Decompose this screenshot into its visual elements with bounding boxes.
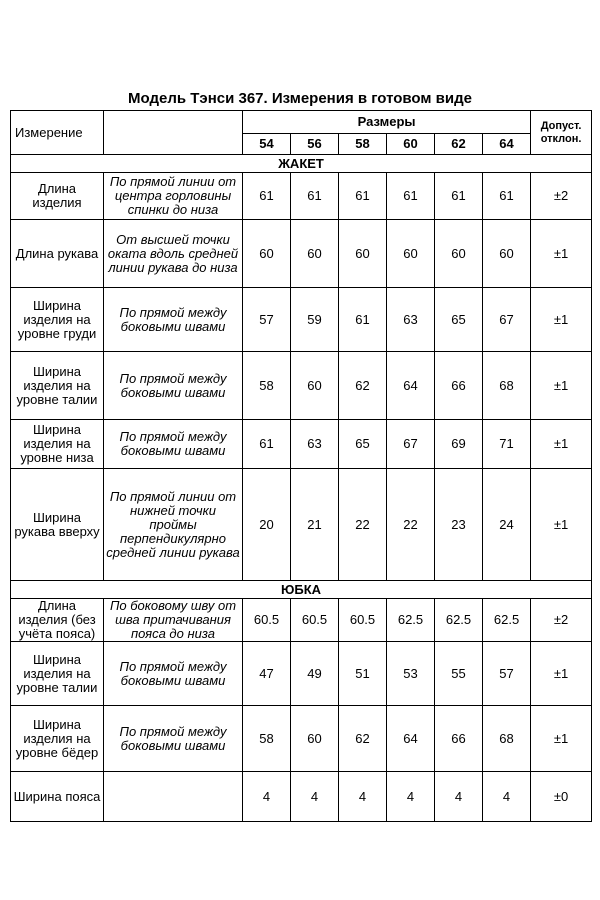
size-value: 58	[243, 706, 291, 772]
size-value: 62.5	[435, 599, 483, 642]
size-header: 62	[435, 134, 483, 155]
size-value: 21	[291, 469, 339, 581]
tolerance-value: ±2	[531, 599, 592, 642]
tolerance-value: ±0	[531, 772, 592, 822]
measurement-name: Длина изделия (без учёта пояса)	[11, 599, 104, 642]
measurements-table	[10, 110, 592, 822]
size-value: 65	[435, 288, 483, 352]
size-value: 60	[243, 220, 291, 288]
measurement-method: По прямой между боковыми швами	[104, 420, 243, 469]
size-value: 60.5	[339, 599, 387, 642]
size-value: 55	[435, 642, 483, 706]
measurement-name: Ширина рукава вверху	[11, 469, 104, 581]
table-row	[11, 352, 592, 420]
size-value: 60	[291, 706, 339, 772]
size-value: 61	[435, 173, 483, 220]
size-value: 61	[339, 173, 387, 220]
size-value: 4	[387, 772, 435, 822]
table-row	[11, 173, 592, 220]
size-value: 59	[291, 288, 339, 352]
table-row	[11, 420, 592, 469]
size-value: 4	[339, 772, 387, 822]
size-value: 22	[339, 469, 387, 581]
tolerance-value: ±1	[531, 420, 592, 469]
size-value: 60	[291, 220, 339, 288]
size-value: 58	[243, 352, 291, 420]
measurement-method: По прямой линии от центра горловины спинки до низа	[104, 173, 243, 220]
size-value: 65	[339, 420, 387, 469]
measurement-method	[104, 772, 243, 822]
measurement-name: Ширина изделия на уровне талии	[11, 352, 104, 420]
size-value: 4	[243, 772, 291, 822]
tolerance-value: ±1	[531, 469, 592, 581]
size-value: 63	[387, 288, 435, 352]
table-row	[11, 599, 592, 642]
size-value: 61	[483, 173, 531, 220]
table-row	[11, 642, 592, 706]
size-value: 62.5	[387, 599, 435, 642]
size-header: 54	[243, 134, 291, 155]
size-value: 62	[339, 352, 387, 420]
measurement-name: Ширина изделия на уровне бёдер	[11, 706, 104, 772]
page-title: Модель Тэнси 367. Измерения в готовом виде	[128, 90, 472, 107]
measurement-name: Длина изделия	[11, 173, 104, 220]
size-value: 60.5	[291, 599, 339, 642]
size-value: 60	[387, 220, 435, 288]
measurement-name: Длина рукава	[11, 220, 104, 288]
size-value: 61	[339, 288, 387, 352]
size-value: 53	[387, 642, 435, 706]
measurement-name: Ширина пояса	[11, 772, 104, 822]
tolerance-value: ±1	[531, 352, 592, 420]
size-value: 66	[435, 352, 483, 420]
tolerance-value: ±1	[531, 288, 592, 352]
measurements-table-body	[11, 111, 592, 822]
measurement-name: Ширина изделия на уровне груди	[11, 288, 104, 352]
size-value: 67	[387, 420, 435, 469]
measure-column-header: Измерение	[11, 111, 104, 155]
size-value: 23	[435, 469, 483, 581]
size-value: 61	[243, 420, 291, 469]
size-value: 62	[339, 706, 387, 772]
tolerance-value: ±1	[531, 642, 592, 706]
size-value: 4	[291, 772, 339, 822]
size-value: 51	[339, 642, 387, 706]
measurement-name: Ширина изделия на уровне низа	[11, 420, 104, 469]
size-value: 60	[435, 220, 483, 288]
measurement-name: Ширина изделия на уровне талии	[11, 642, 104, 706]
size-value: 60	[483, 220, 531, 288]
section-row	[11, 155, 592, 173]
section-row	[11, 581, 592, 599]
measurement-method: По боковому шву от шва притачивания пояса до низа	[104, 599, 243, 642]
size-value: 64	[387, 352, 435, 420]
size-value: 60	[339, 220, 387, 288]
measurement-method: По прямой между боковыми швами	[104, 706, 243, 772]
size-value: 60.5	[243, 599, 291, 642]
method-column-header	[104, 111, 243, 155]
tolerance-value: ±2	[531, 173, 592, 220]
measurement-method: По прямой между боковыми швами	[104, 288, 243, 352]
size-value: 47	[243, 642, 291, 706]
measurement-method: По прямой между боковыми швами	[104, 642, 243, 706]
table-row	[11, 220, 592, 288]
size-value: 62.5	[483, 599, 531, 642]
section-title: ЖАКЕТ	[11, 155, 592, 173]
tolerance-value: ±1	[531, 706, 592, 772]
size-header: 56	[291, 134, 339, 155]
size-value: 61	[291, 173, 339, 220]
size-header: 58	[339, 134, 387, 155]
size-value: 61	[387, 173, 435, 220]
size-value: 69	[435, 420, 483, 469]
table-row	[11, 469, 592, 581]
tolerance-value: ±1	[531, 220, 592, 288]
size-value: 68	[483, 352, 531, 420]
size-value: 64	[387, 706, 435, 772]
size-value: 4	[483, 772, 531, 822]
sizes-column-header: Размеры	[243, 111, 531, 134]
header-row	[11, 111, 592, 134]
tolerance-column-header: Допуст. отклон.	[531, 111, 592, 155]
measurement-method: По прямой линии от нижней точки проймы перпендикулярно средней линии рукава	[104, 469, 243, 581]
table-row	[11, 706, 592, 772]
size-value: 22	[387, 469, 435, 581]
size-value: 20	[243, 469, 291, 581]
table-row	[11, 288, 592, 352]
size-value: 60	[291, 352, 339, 420]
size-value: 63	[291, 420, 339, 469]
measurement-method: По прямой между боковыми швами	[104, 352, 243, 420]
size-header: 60	[387, 134, 435, 155]
size-value: 67	[483, 288, 531, 352]
size-value: 57	[483, 642, 531, 706]
section-title: ЮБКА	[11, 581, 592, 599]
size-value: 4	[435, 772, 483, 822]
size-value: 24	[483, 469, 531, 581]
size-value: 68	[483, 706, 531, 772]
size-value: 61	[243, 173, 291, 220]
size-header: 64	[483, 134, 531, 155]
measurement-method: От высшей точки оката вдоль средней линии рукава до низа	[104, 220, 243, 288]
size-value: 66	[435, 706, 483, 772]
table-row	[11, 772, 592, 822]
size-value: 57	[243, 288, 291, 352]
size-value: 49	[291, 642, 339, 706]
size-value: 71	[483, 420, 531, 469]
